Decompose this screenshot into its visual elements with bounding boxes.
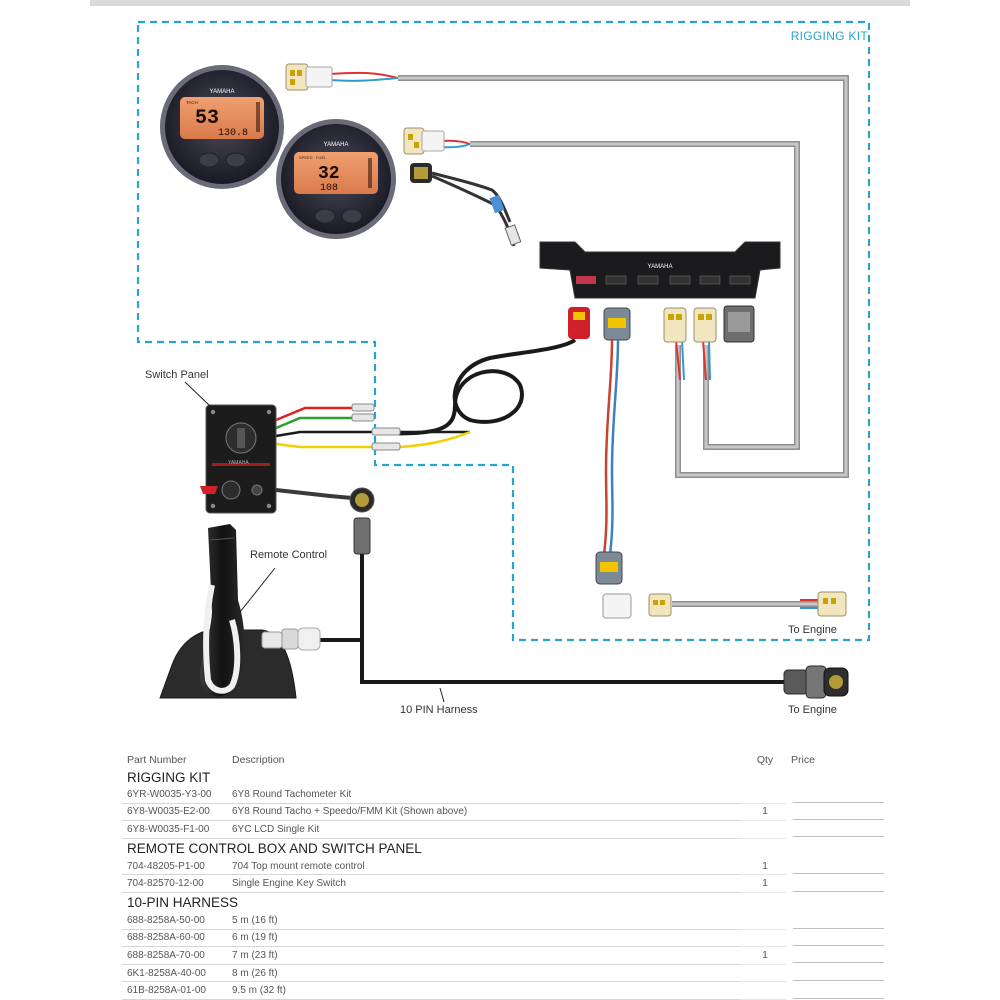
table-row [122, 786, 884, 803]
table-row [122, 929, 884, 947]
description: 5 m (16 ft) [227, 912, 739, 929]
remote-control-label: Remote Control [250, 549, 328, 561]
tacho-brand: YAMAHA [209, 89, 235, 95]
engine-end-connector [784, 666, 848, 698]
tacho-left-button [199, 153, 219, 167]
price-cell [786, 786, 884, 803]
harness-callout [440, 688, 444, 702]
price-cell [786, 912, 884, 929]
price-cell [786, 964, 884, 982]
speedo-title: SPEED · FUEL [299, 155, 327, 160]
speedometer-gauge [276, 119, 396, 239]
qty: 1 [739, 875, 786, 893]
qty: 1 [739, 803, 786, 821]
switch-panel-brand: YAMAHA [228, 460, 249, 466]
header-part-number: Part Number [127, 753, 187, 766]
description: Single Engine Key Switch [227, 875, 739, 893]
price-cell [786, 947, 884, 965]
description: 9.5 m (32 ft) [227, 982, 739, 1000]
network-hub [540, 242, 780, 298]
tacho-connector [286, 64, 332, 90]
to-engine-connector [603, 592, 846, 618]
price-cell [786, 875, 884, 893]
part-number: 704-48205-P1-00 [122, 858, 227, 875]
description: 704 Top mount remote control [227, 858, 739, 875]
section-title: RIGGING KIT [127, 769, 211, 785]
section-title: 10-PIN HARNESS [127, 895, 239, 911]
harness-round-connector [276, 488, 374, 554]
harness-label: 10 PIN Harness [400, 704, 478, 716]
description: 6 m (19 ft) [227, 929, 739, 947]
switch-panel [200, 405, 276, 513]
price-cell [786, 821, 884, 839]
part-number: 6Y8-W0035-E2-00 [122, 803, 227, 821]
part-number: 688-8258A-70-00 [122, 947, 227, 965]
hub-port-2 [638, 276, 658, 284]
tacho-right-button [226, 153, 246, 167]
switch-panel-label: Switch Panel [145, 369, 209, 381]
speedo-left-button [315, 209, 335, 223]
description: 6Y8 Round Tachometer Kit [227, 786, 739, 803]
hub-port-5 [730, 276, 750, 284]
table-row [122, 803, 884, 821]
parts-table-header [122, 752, 884, 767]
part-number: 688-8258A-60-00 [122, 929, 227, 947]
table-row [122, 912, 884, 929]
description: 8 m (26 ft) [227, 964, 739, 982]
to-engine-label-top: To Engine [788, 624, 837, 636]
speedo-connector [404, 128, 444, 154]
tachometer-gauge [160, 65, 284, 189]
price-cell [786, 929, 884, 947]
header-price: Price [791, 753, 815, 766]
speedo-brand: YAMAHA [323, 142, 349, 148]
price-cell [786, 803, 884, 821]
qty [739, 821, 786, 839]
part-number: 688-8258A-50-00 [122, 912, 227, 929]
engine-link-wire [596, 340, 622, 584]
power-cable [375, 340, 575, 433]
qty [739, 912, 786, 929]
qty [739, 929, 786, 947]
pigtail-wires [330, 73, 710, 380]
table-row [122, 947, 884, 965]
table-row [122, 875, 884, 893]
section-title: REMOTE CONTROL BOX AND SWITCH PANEL [127, 841, 422, 857]
price-cell [786, 858, 884, 875]
qty: 1 [739, 858, 786, 875]
section-row [122, 838, 884, 858]
parts-table [122, 752, 884, 1000]
hub-plugs [568, 306, 754, 342]
table-row [122, 982, 884, 1000]
header-qty: Qty [756, 753, 774, 766]
hub-brand: YAMAHA [647, 264, 673, 270]
tacho-title: TACH [186, 100, 198, 105]
qty [739, 982, 786, 1000]
hub-port-3 [670, 276, 690, 284]
to-engine-label-bottom: To Engine [788, 704, 837, 716]
qty [739, 786, 786, 803]
sensor-lead-connector [410, 163, 521, 246]
emergency-stop-clip [200, 486, 218, 494]
price-cell [786, 982, 884, 1000]
power-plug [568, 307, 590, 339]
part-number: 704-82570-12-00 [122, 875, 227, 893]
section-row [122, 892, 884, 912]
description: 6Y8 Round Tacho + Speedo/FMM Kit (Shown above) [227, 803, 739, 821]
hub-port-4 [700, 276, 720, 284]
section-row [122, 767, 884, 786]
description: 6YC LCD Single Kit [227, 821, 739, 839]
speedo-sub-value: 108 [320, 183, 339, 194]
tacho-value: 53 [195, 107, 220, 130]
tacho-sub-value: 130.8 [218, 128, 249, 139]
header-description: Description [232, 753, 285, 766]
qty: 1 [739, 947, 786, 965]
speedo-right-button [342, 209, 362, 223]
part-number: 6K1-8258A-40-00 [122, 964, 227, 982]
ten-pin-harness-cable [320, 554, 785, 682]
part-number: 6YR-W0035-Y3-00 [122, 786, 227, 803]
switch-panel-callout [185, 382, 210, 406]
table-row [122, 964, 884, 982]
rigging-kit-label: RIGGING KIT [790, 29, 868, 43]
description: 7 m (23 ft) [227, 947, 739, 965]
part-number: 61B-8258A-01-00 [122, 982, 227, 1000]
speedo-value: 32 [318, 164, 340, 184]
remote-control-callout [240, 568, 275, 612]
table-row [122, 858, 884, 875]
part-number: 6Y8-W0035-F1-00 [122, 821, 227, 839]
hub-port-power [576, 276, 596, 284]
table-row [122, 821, 884, 839]
qty [739, 964, 786, 982]
hub-port-1 [606, 276, 626, 284]
